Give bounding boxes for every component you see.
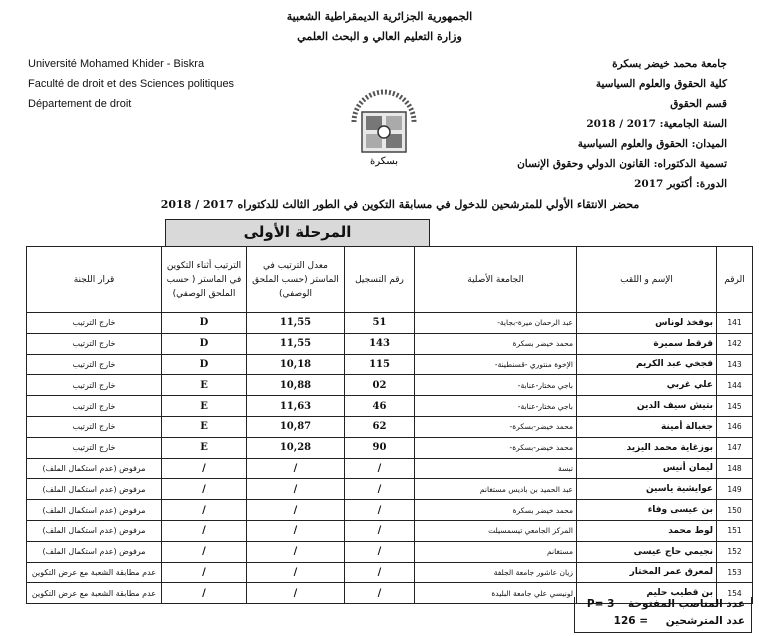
cell-rank: /: [162, 479, 247, 500]
cell-rank: E: [162, 416, 247, 437]
cell-average: 11,55: [247, 313, 345, 334]
header-ministry: وزارة التعليم العالي و البحث العلمي: [297, 30, 462, 43]
cell-rank: /: [162, 541, 247, 562]
cell-registration: /: [345, 458, 415, 479]
fr-faculty: Faculté de droit et des Sciences politiques: [28, 78, 235, 90]
cell-decision: مرفوض (عدم استكمال الملف): [27, 520, 162, 541]
table-row: [27, 396, 753, 417]
cell-rank: /: [162, 520, 247, 541]
col-name: الإسم و اللقب: [577, 247, 717, 313]
cell-university: محمد خيضر-بسكرة-: [415, 437, 577, 458]
cell-registration: 62: [345, 416, 415, 437]
cell-number: 152: [717, 541, 753, 562]
table-row: [27, 458, 753, 479]
col-num: الرقم: [717, 247, 753, 313]
cell-registration: 02: [345, 375, 415, 396]
cell-decision: عدم مطابقة الشعبة مع عرض التكوين: [27, 583, 162, 604]
col-decision: قرار اللجنة: [27, 247, 162, 313]
cell-university: محمد خيضر بسكرة: [415, 333, 577, 354]
candidate-count-value: 126 =: [613, 615, 649, 627]
cell-number: 141: [717, 313, 753, 334]
cell-university: باجي مختار-عنابة-: [415, 375, 577, 396]
cell-number: 144: [717, 375, 753, 396]
session: الدورة: أكتوبر 2017: [634, 178, 727, 190]
cell-registration: 143: [345, 333, 415, 354]
candidates-table: [26, 246, 753, 604]
cell-registration: 46: [345, 396, 415, 417]
table-row: [27, 562, 753, 583]
phase-label: المرحلة الأولى: [165, 219, 430, 247]
cell-rank: D: [162, 333, 247, 354]
table-row: [27, 500, 753, 521]
cell-name: لمعرق عمر المختار: [577, 562, 717, 583]
cell-decision: خارج الترتيب: [27, 396, 162, 417]
header-republic: الجمهورية الجزائرية الديمقراطية الشعبية: [286, 10, 473, 23]
cell-university: محمد خيضر بسكرة: [415, 500, 577, 521]
cell-decision: عدم مطابقة الشعبة مع عرض التكوين: [27, 562, 162, 583]
cell-decision: مرفوض (عدم استكمال الملف): [27, 458, 162, 479]
cell-decision: خارج الترتيب: [27, 354, 162, 375]
candidate-count-label: عدد المترشحين: [665, 615, 745, 627]
cell-number: 142: [717, 333, 753, 354]
academic-year: السنة الجامعية: 2017 / 2018: [586, 118, 727, 130]
cell-university: المركز الجامعي تيسمسيلت: [415, 520, 577, 541]
ar-faculty: كلية الحقوق والعلوم السياسية: [595, 78, 727, 90]
summary-box: [574, 597, 752, 633]
table-row: [27, 354, 753, 375]
cell-registration: /: [345, 583, 415, 604]
cell-decision: خارج الترتيب: [27, 375, 162, 396]
open-positions-label: عدد المناصب المفتوحة: [628, 598, 745, 610]
cell-average: 10,28: [247, 437, 345, 458]
cell-decision: خارج الترتيب: [27, 313, 162, 334]
cell-number: 147: [717, 437, 753, 458]
field: الميدان: الحقوق والعلوم السياسية: [577, 138, 727, 150]
cell-name: بن عيسى وفاء: [577, 500, 717, 521]
cell-decision: خارج الترتيب: [27, 416, 162, 437]
document-title: محضر الانتقاء الأولي للمترشحين للدخول في مسابقة التكوين في الطور الثالث للدكتوراه 2017 / 2018: [160, 198, 640, 211]
col-rank: الترتيب أثناء التكوين في الماستر ( حسب الملحق الوصفي): [162, 247, 247, 313]
ar-department: قسم الحقوق: [670, 98, 727, 110]
cell-decision: مرفوض (عدم استكمال الملف): [27, 479, 162, 500]
cell-university: تبسة: [415, 458, 577, 479]
table-row: [27, 313, 753, 334]
table-row: [27, 479, 753, 500]
cell-average: 11,55: [247, 333, 345, 354]
cell-number: 145: [717, 396, 753, 417]
cell-name: جغبالة أمينة: [577, 416, 717, 437]
cell-name: ليمان أنيس: [577, 458, 717, 479]
cell-name: لوط محمد: [577, 520, 717, 541]
cell-decision: خارج الترتيب: [27, 437, 162, 458]
cell-average: 11,63: [247, 396, 345, 417]
col-avg: معدل الترتيب في الماستر (حسب الملحق الوصفي): [247, 247, 345, 313]
cell-rank: /: [162, 458, 247, 479]
cell-average: /: [247, 458, 345, 479]
candidate-count: [614, 615, 745, 627]
open-positions: [587, 598, 745, 610]
cell-registration: /: [345, 541, 415, 562]
cell-rank: E: [162, 396, 247, 417]
cell-average: 10,88: [247, 375, 345, 396]
cell-name: بتيش سيف الدين: [577, 396, 717, 417]
university-logo: [348, 82, 420, 168]
fr-university: Université Mohamed Khider - Biskra: [28, 58, 205, 70]
cell-university: الإخوة منتوري -قسنطينة-: [415, 354, 577, 375]
cell-number: 148: [717, 458, 753, 479]
col-university: الجامعة الأصلية: [415, 247, 577, 313]
cell-name: بوفخذ لوناس: [577, 313, 717, 334]
cell-rank: /: [162, 583, 247, 604]
cell-decision: مرفوض (عدم استكمال الملف): [27, 500, 162, 521]
cell-average: /: [247, 541, 345, 562]
table-header-row: [27, 247, 753, 313]
cell-university: عبد الرحمان ميرة-بجاية-: [415, 313, 577, 334]
cell-name: عوايشية ياسين: [577, 479, 717, 500]
cell-rank: D: [162, 313, 247, 334]
cell-name: نجيمي حاج عيسى: [577, 541, 717, 562]
cell-registration: /: [345, 562, 415, 583]
table-row: [27, 416, 753, 437]
cell-university: زيان عاشور جامعة الجلفة: [415, 562, 577, 583]
cell-registration: 90: [345, 437, 415, 458]
cell-number: 153: [717, 562, 753, 583]
table-row: [27, 541, 753, 562]
cell-average: /: [247, 562, 345, 583]
cell-rank: D: [162, 354, 247, 375]
cell-rank: /: [162, 500, 247, 521]
cell-decision: مرفوض (عدم استكمال الملف): [27, 541, 162, 562]
cell-average: /: [247, 479, 345, 500]
cell-number: 149: [717, 479, 753, 500]
col-reg: رقم التسجيل: [345, 247, 415, 313]
ar-university: جامعة محمد خيضر بسكرة: [612, 58, 727, 70]
cell-number: 150: [717, 500, 753, 521]
cell-registration: 51: [345, 313, 415, 334]
cell-name: فجخي عبد الكريم: [577, 354, 717, 375]
cell-name: علي غربي: [577, 375, 717, 396]
cell-number: 143: [717, 354, 753, 375]
cell-name: بن قطيب حليم: [577, 583, 717, 604]
cell-rank: E: [162, 375, 247, 396]
cell-registration: /: [345, 500, 415, 521]
cell-registration: /: [345, 479, 415, 500]
cell-name: قرقط سميرة: [577, 333, 717, 354]
cell-university: باجي مختار-عنابة-: [415, 396, 577, 417]
cell-university: عبد الحميد بن باديس مستغانم: [415, 479, 577, 500]
table-row: [27, 375, 753, 396]
cell-number: 151: [717, 520, 753, 541]
doctorate-name: تسمية الدكتوراه: القانون الدولي وحقوق الإنسان: [517, 158, 727, 170]
fr-department: Département de droit: [28, 98, 132, 110]
cell-university: محمد خيضر-بسكرة-: [415, 416, 577, 437]
table-row: [27, 333, 753, 354]
open-positions-value: P= 3: [586, 598, 615, 610]
cell-registration: /: [345, 520, 415, 541]
cell-university: لونيسي علي جامعة البليدة: [415, 583, 577, 604]
cell-decision: خارج الترتيب: [27, 333, 162, 354]
cell-average: 10,87: [247, 416, 345, 437]
cell-average: /: [247, 583, 345, 604]
cell-number: 146: [717, 416, 753, 437]
cell-number: 154: [717, 583, 753, 604]
cell-average: /: [247, 520, 345, 541]
cell-university: مستغانم: [415, 541, 577, 562]
logo-text: بسكرة: [370, 156, 398, 167]
cell-rank: /: [162, 562, 247, 583]
cell-rank: E: [162, 437, 247, 458]
cell-average: /: [247, 500, 345, 521]
table-row: [27, 520, 753, 541]
cell-registration: 115: [345, 354, 415, 375]
cell-average: 10,18: [247, 354, 345, 375]
cell-name: بوزغاية محمد اليزيد: [577, 437, 717, 458]
table-row: [27, 437, 753, 458]
